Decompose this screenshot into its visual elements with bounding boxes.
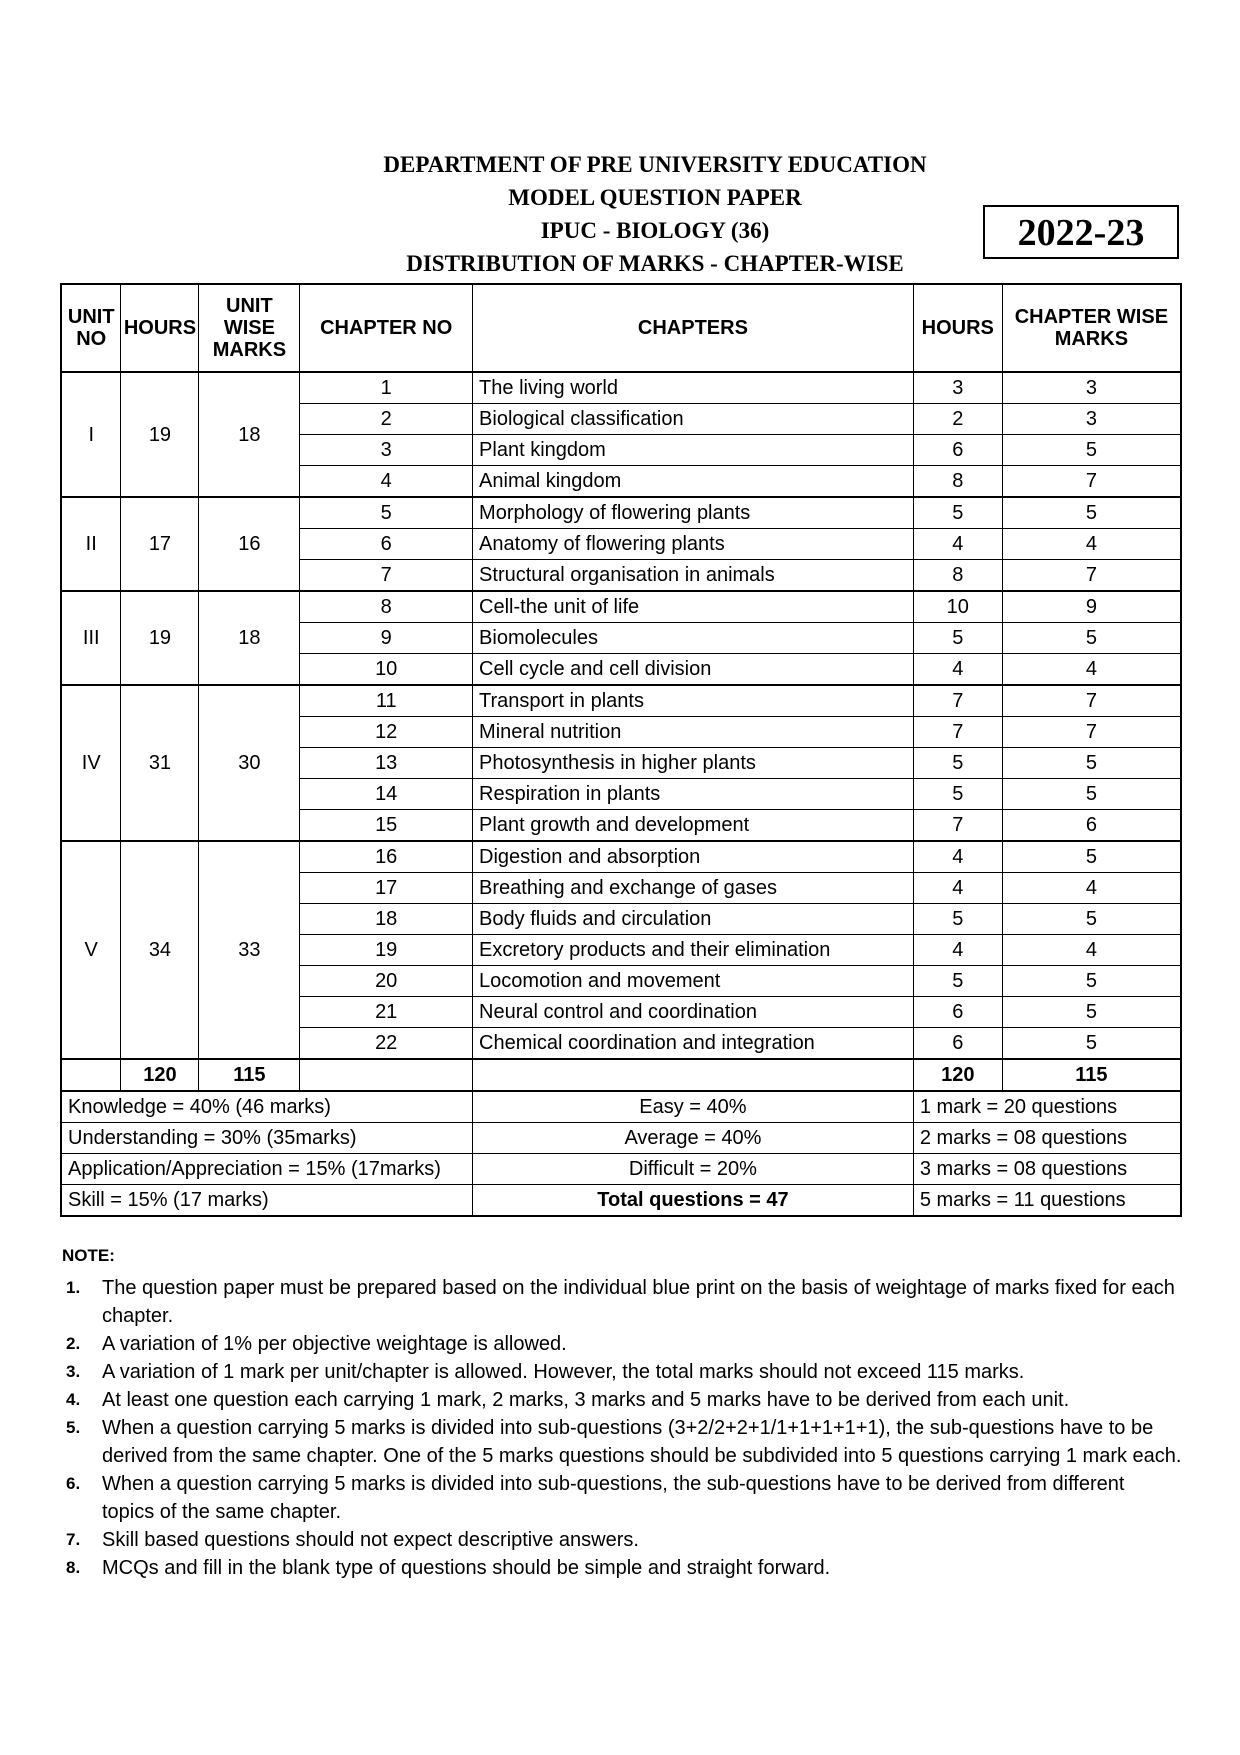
chapter-marks: 7 — [1002, 685, 1181, 717]
chapter-hours: 5 — [913, 623, 1002, 654]
table-row — [61, 591, 1181, 623]
chapter-marks: 5 — [1002, 997, 1181, 1028]
chapter-number: 21 — [300, 997, 473, 1028]
distribution-title: DISTRIBUTION OF MARKS - CHAPTER-WISE — [406, 251, 904, 276]
chapter-name: Respiration in plants — [473, 779, 914, 810]
note-number: 8. — [66, 1558, 81, 1577]
chapter-number: 1 — [300, 372, 473, 404]
chapter-name: Anatomy of flowering plants — [473, 529, 914, 560]
table-row — [61, 841, 1181, 873]
chapter-number: 8 — [300, 591, 473, 623]
objective-weightage: Understanding = 30% (35marks) — [61, 1123, 473, 1154]
chapter-hours: 4 — [913, 841, 1002, 873]
chapter-name: Excretory products and their elimination — [473, 935, 914, 966]
chapter-hours: 4 — [913, 935, 1002, 966]
table-header-row — [61, 284, 1181, 372]
chapter-name: Transport in plants — [473, 685, 914, 717]
chapter-name: Biological classification — [473, 404, 914, 435]
chapter-hours: 8 — [913, 466, 1002, 498]
chapter-marks: 5 — [1002, 748, 1181, 779]
question-count: 5 marks = 11 questions — [913, 1185, 1181, 1217]
table-row — [61, 372, 1181, 404]
unit-marks: 18 — [199, 591, 300, 685]
chapter-number: 7 — [300, 560, 473, 592]
unit-hours: 19 — [121, 591, 199, 685]
chapter-marks: 4 — [1002, 935, 1181, 966]
chapter-marks: 7 — [1002, 717, 1181, 748]
table-row — [61, 497, 1181, 529]
chapter-marks: 4 — [1002, 529, 1181, 560]
chapter-marks: 7 — [1002, 466, 1181, 498]
total-unit-hours: 120 — [121, 1059, 199, 1091]
notes-section — [62, 1242, 1182, 1582]
chapter-name: Photosynthesis in higher plants — [473, 748, 914, 779]
note-item — [62, 1526, 1182, 1554]
notes-title: NOTE: — [62, 1246, 115, 1265]
chapter-number: 15 — [300, 810, 473, 842]
chapter-name: Mineral nutrition — [473, 717, 914, 748]
academic-year-box: 2022-23 — [983, 205, 1179, 259]
difficulty-level: Easy = 40% — [473, 1091, 914, 1123]
chapter-number: 10 — [300, 654, 473, 686]
chapter-number: 22 — [300, 1028, 473, 1060]
chapter-name: Structural organisation in animals — [473, 560, 914, 592]
note-number: 4. — [66, 1390, 81, 1409]
chapter-number: 13 — [300, 748, 473, 779]
summary-row — [61, 1091, 1181, 1123]
column-header: UNIT NO — [61, 284, 121, 372]
total-chapter-hours: 120 — [913, 1059, 1002, 1091]
chapter-number: 5 — [300, 497, 473, 529]
difficulty-level: Average = 40% — [473, 1123, 914, 1154]
unit-hours: 17 — [121, 497, 199, 591]
question-count: 3 marks = 08 questions — [913, 1154, 1181, 1185]
subject-title: IPUC - BIOLOGY (36) — [540, 218, 770, 243]
note-text: When a question carrying 5 marks is divided into sub-questions, the sub-questions have to be derived from different topics of the same chapter. — [102, 1473, 1125, 1523]
column-header: HOURS — [121, 284, 199, 372]
chapter-number: 3 — [300, 435, 473, 466]
chapter-number: 14 — [300, 779, 473, 810]
chapter-hours: 4 — [913, 529, 1002, 560]
chapter-hours: 5 — [913, 966, 1002, 997]
chapter-hours: 6 — [913, 1028, 1002, 1060]
chapter-hours: 7 — [913, 685, 1002, 717]
chapter-number: 16 — [300, 841, 473, 873]
chapter-marks: 5 — [1002, 497, 1181, 529]
note-number: 5. — [66, 1418, 81, 1437]
chapter-hours: 5 — [913, 748, 1002, 779]
chapter-number: 20 — [300, 966, 473, 997]
table-row — [61, 685, 1181, 717]
chapter-name: Cell-the unit of life — [473, 591, 914, 623]
chapter-name: Plant growth and development — [473, 810, 914, 842]
chapter-number: 12 — [300, 717, 473, 748]
chapter-hours: 7 — [913, 810, 1002, 842]
chapter-number: 4 — [300, 466, 473, 498]
objective-weightage: Skill = 15% (17 marks) — [61, 1185, 473, 1217]
question-count: 1 mark = 20 questions — [913, 1091, 1181, 1123]
chapter-name: Breathing and exchange of gases — [473, 873, 914, 904]
chapter-hours: 5 — [913, 497, 1002, 529]
chapter-name: Neural control and coordination — [473, 997, 914, 1028]
column-header: HOURS — [913, 284, 1002, 372]
chapter-hours: 5 — [913, 779, 1002, 810]
chapter-marks: 5 — [1002, 435, 1181, 466]
note-text: A variation of 1 mark per unit/chapter is allowed. However, the total marks should not exceed 115 marks. — [102, 1361, 1025, 1383]
marks-distribution-table — [60, 283, 1182, 1217]
chapter-number: 9 — [300, 623, 473, 654]
chapter-marks: 9 — [1002, 591, 1181, 623]
summary-row — [61, 1123, 1181, 1154]
note-item — [62, 1470, 1182, 1526]
unit-hours: 19 — [121, 372, 199, 497]
chapter-marks: 5 — [1002, 779, 1181, 810]
unit-marks: 30 — [199, 685, 300, 841]
difficulty-level: Difficult = 20% — [473, 1154, 914, 1185]
note-item — [62, 1274, 1182, 1330]
chapter-marks: 4 — [1002, 873, 1181, 904]
summary-row — [61, 1154, 1181, 1185]
chapter-name: Locomotion and movement — [473, 966, 914, 997]
chapter-marks: 3 — [1002, 404, 1181, 435]
chapter-marks: 6 — [1002, 810, 1181, 842]
chapter-marks: 5 — [1002, 623, 1181, 654]
chapter-name: Cell cycle and cell division — [473, 654, 914, 686]
chapter-name: Digestion and absorption — [473, 841, 914, 873]
unit-hours: 34 — [121, 841, 199, 1059]
unit-number: III — [61, 591, 121, 685]
chapter-number: 6 — [300, 529, 473, 560]
chapter-name: Biomolecules — [473, 623, 914, 654]
note-item — [62, 1414, 1182, 1470]
chapter-marks: 7 — [1002, 560, 1181, 592]
note-item — [62, 1358, 1182, 1386]
chapter-name: The living world — [473, 372, 914, 404]
note-item — [62, 1554, 1182, 1582]
chapter-hours: 8 — [913, 560, 1002, 592]
column-header: CHAPTER WISE MARKS — [1002, 284, 1181, 372]
total-chapter-marks: 115 — [1002, 1059, 1181, 1091]
chapter-name: Animal kingdom — [473, 466, 914, 498]
chapter-hours: 2 — [913, 404, 1002, 435]
notes-list — [62, 1274, 1182, 1582]
unit-number: I — [61, 372, 121, 497]
chapter-number: 17 — [300, 873, 473, 904]
chapter-name: Body fluids and circulation — [473, 904, 914, 935]
column-header: UNIT WISE MARKS — [199, 284, 300, 372]
note-item — [62, 1330, 1182, 1358]
department-title: DEPARTMENT OF PRE UNIVERSITY EDUCATION — [383, 152, 927, 177]
summary-body — [61, 1091, 1181, 1216]
total-unit-marks: 115 — [199, 1059, 300, 1091]
chapter-hours: 6 — [913, 997, 1002, 1028]
chapter-hours: 7 — [913, 717, 1002, 748]
question-count: 2 marks = 08 questions — [913, 1123, 1181, 1154]
chapter-marks: 5 — [1002, 1028, 1181, 1060]
chapter-marks: 5 — [1002, 966, 1181, 997]
totals-row — [61, 1059, 1181, 1091]
column-header: CHAPTERS — [473, 284, 914, 372]
objective-weightage: Knowledge = 40% (46 marks) — [61, 1091, 473, 1123]
unit-marks: 16 — [199, 497, 300, 591]
chapter-hours: 3 — [913, 372, 1002, 404]
chapter-marks: 3 — [1002, 372, 1181, 404]
note-item — [62, 1386, 1182, 1414]
note-text: MCQs and fill in the blank type of questions should be simple and straight forward. — [102, 1557, 831, 1579]
chapter-number: 19 — [300, 935, 473, 966]
chapter-name: Morphology of flowering plants — [473, 497, 914, 529]
chapter-number: 2 — [300, 404, 473, 435]
chapter-hours: 4 — [913, 654, 1002, 686]
note-text: The question paper must be prepared based on the individual blue print on the basis of weightage of marks fixed for each chapter. — [102, 1277, 1175, 1327]
note-text: At least one question each carrying 1 mark, 2 marks, 3 marks and 5 marks have to be derived from each unit. — [102, 1389, 1070, 1411]
unit-number: IV — [61, 685, 121, 841]
chapter-marks: 5 — [1002, 904, 1181, 935]
unit-hours: 31 — [121, 685, 199, 841]
summary-row — [61, 1185, 1181, 1217]
objective-weightage: Application/Appreciation = 15% (17marks) — [61, 1154, 473, 1185]
note-number: 2. — [66, 1334, 81, 1353]
note-text: When a question carrying 5 marks is divided into sub-questions (3+2/2+2+1/1+1+1+1+1), the sub-questions have to be derived from the same chapter. One of the 5 marks questions should be subdivided into 5 questions carrying 1 mark each. — [102, 1417, 1182, 1467]
chapter-number: 18 — [300, 904, 473, 935]
chapter-name: Plant kingdom — [473, 435, 914, 466]
note-number: 3. — [66, 1362, 81, 1381]
chapter-hours: 4 — [913, 873, 1002, 904]
paper-title: MODEL QUESTION PAPER — [508, 185, 802, 210]
chapter-hours: 10 — [913, 591, 1002, 623]
unit-marks: 33 — [199, 841, 300, 1059]
unit-marks: 18 — [199, 372, 300, 497]
note-number: 1. — [66, 1278, 81, 1297]
unit-number: II — [61, 497, 121, 591]
chapter-marks: 5 — [1002, 841, 1181, 873]
units-body — [61, 372, 1181, 1059]
note-text: Skill based questions should not expect descriptive answers. — [102, 1529, 639, 1551]
chapter-hours: 5 — [913, 904, 1002, 935]
note-number: 6. — [66, 1474, 81, 1493]
chapter-number: 11 — [300, 685, 473, 717]
difficulty-level: Total questions = 47 — [473, 1185, 914, 1217]
note-number: 7. — [66, 1530, 81, 1549]
note-text: A variation of 1% per objective weightage is allowed. — [102, 1333, 567, 1355]
chapter-name: Chemical coordination and integration — [473, 1028, 914, 1060]
unit-number: V — [61, 841, 121, 1059]
chapter-hours: 6 — [913, 435, 1002, 466]
chapter-marks: 4 — [1002, 654, 1181, 686]
column-header: CHAPTER NO — [300, 284, 473, 372]
